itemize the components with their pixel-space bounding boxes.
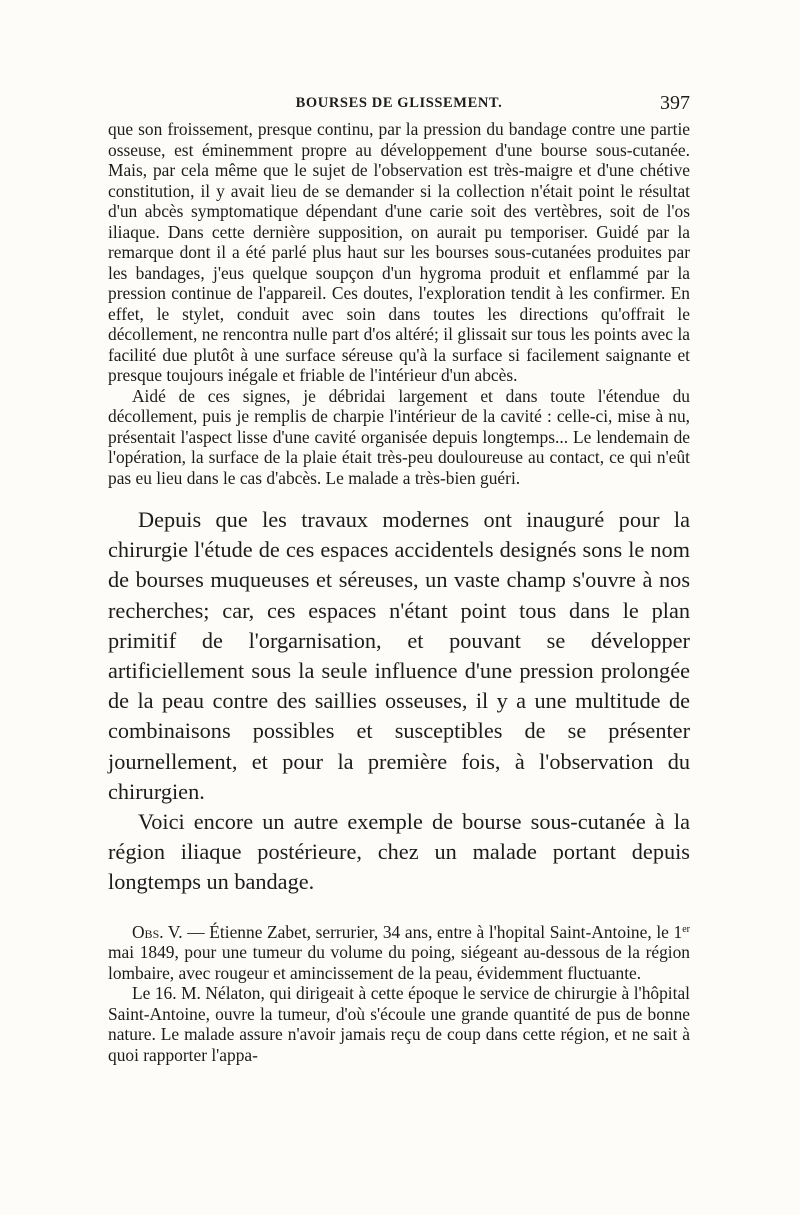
page-number: 397 [660, 92, 690, 114]
page-header [108, 92, 690, 119]
paragraph-3: Depuis que les travaux modernes ont inauguré pour la chirurgie l'étude de ces espaces accidentels designés sons le nom de bourses muqueuses et séreuses, un vaste champ s'ouvre à nos recherches; car, ces espaces n'étant point tous dans le plan primitif de l'orgarnisation, et pouvant se développer artificiellement sous la seule influence d'une pression prolongée de la peau contre des saillies osseuses, il y a une multitude de combinaisons possibles et susceptibles de se présenter journellement, et pour la première fois, à l'observation du chirurgien. [108, 507, 690, 804]
observation-text-start: Étienne Zabet, serrurier, 34 ans, entre à l'hopital Saint-Antoine, le 1 [209, 921, 683, 942]
paragraph-6: Le 16. M. Nélaton, qui dirigeait à cette époque le service de chirurgie à l'hôpital Saint-Antoine, ouvre la tumeur, d'où s'écoule une grande quantité de pus de bonne nature. Le malade assure n'avoir jamais reçu de coup dans cette région, et ne sait à quoi rapporter l'appa- [108, 983, 690, 1065]
observation-label: Obs. V. [132, 921, 183, 942]
paragraph-1: que son froissement, presque continu, par la pression du bandage contre une partie osseuse, est éminemment propre au développement d'une bourse sous-cutanée. Mais, par cela même que le sujet de l'observation est très-maigre et d'une chétive constitution, il y avait lieu de se demander si la collection n'était point le résultat d'un abcès symptomatique dépendant d'une carie soit des vertèbres, soit de l'os iliaque. Dans cette dernière supposition, on aurait pu temporiser. Guidé par la remarque dont il a été parlé plus haut sur les bourses sous-cutanées produites par les bandages, j'eus quelque soupçon d'un hygroma produit et enflammé par la pression continue de l'appareil. Ces doutes, l'exploration tendit à les confirmer. En effet, le stylet, conduit avec soin dans toutes les directions qu'offrait le décollement, ne rencontra nulle part d'os altéré; il glissait sur tous les points avec la facilité due plutôt à une surface séreuse qu'à la surface si facilement saignante et presque toujours inégale et friable de l'intérieur d'un abcès. [108, 119, 690, 385]
book-page [108, 92, 690, 1065]
observation-text-end: mai 1849, pour une tumeur du volume du poing, siégeant au-dessous de la région lombaire, avec rougeur et amincissement de la peau, évidemment fluctuante. [108, 942, 690, 983]
paragraph-4: Voici encore un autre exemple de bourse sous-cutanée à la région iliaque postérieure, chez un malade portant depuis longtemps un bandage. [108, 809, 690, 895]
observation-dash: — [182, 921, 210, 942]
running-title: BOURSES DE GLISSEMENT. [295, 95, 503, 111]
paragraph-2: Aidé de ces signes, je débridai largement et dans toute l'étendue du décollement, puis je remplis de charpie l'intérieur de la cavité : celle-ci, mise à nu, présentait l'aspect lisse d'une cavité organisée depuis longtemps... Le lendemain de l'opération, la surface de la plaie était très-peu douloureuse au contact, ce qui n'eût pas eu lieu dans le cas d'abcès. Le malade a très-bien guéri. [108, 385, 690, 488]
observation-paragraph [108, 922, 690, 984]
observation-superscript: er [682, 923, 690, 935]
